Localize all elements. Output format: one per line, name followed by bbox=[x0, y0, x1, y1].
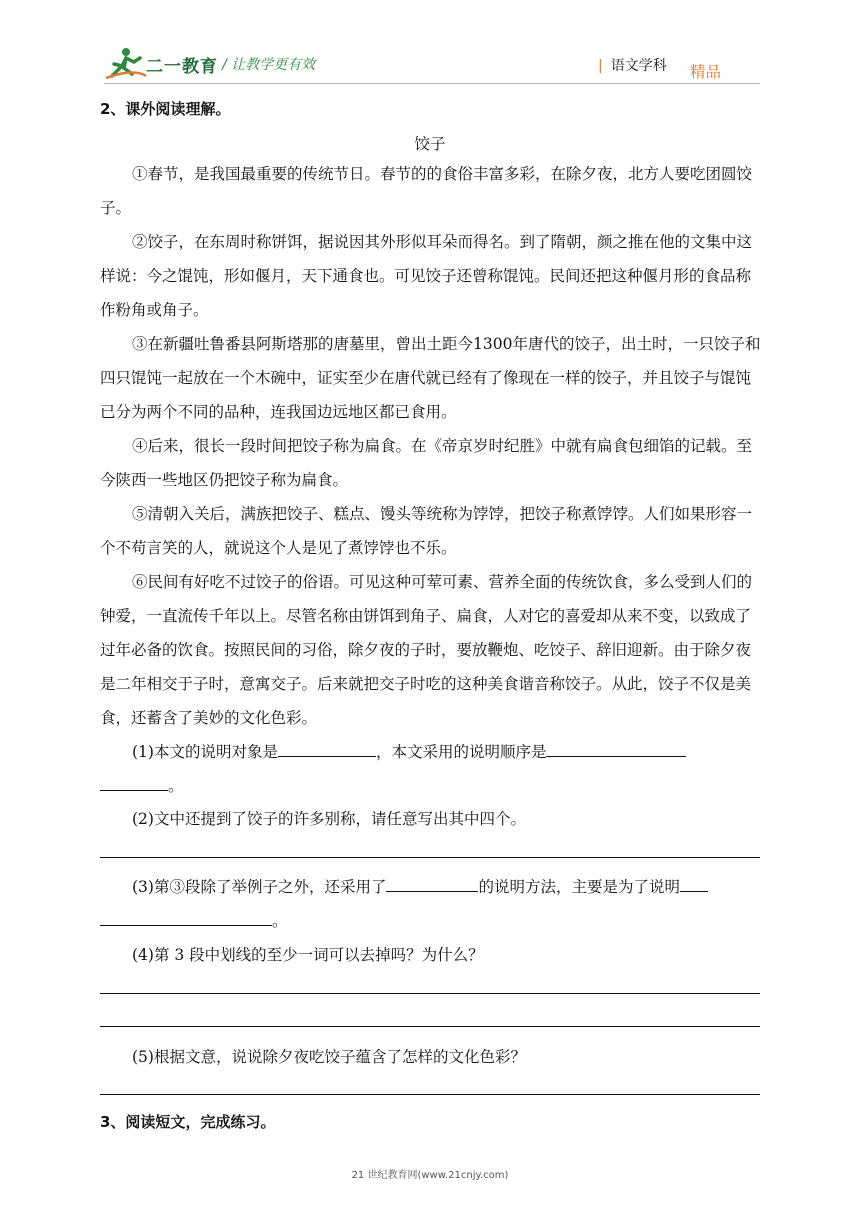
separator: | bbox=[598, 58, 603, 74]
answer-blank-5[interactable] bbox=[680, 873, 708, 892]
brand-label bbox=[590, 55, 722, 81]
answer-line-4b[interactable] bbox=[100, 1026, 760, 1027]
question-1-end: 。 bbox=[168, 777, 184, 795]
answer-blank-4[interactable] bbox=[386, 873, 478, 892]
paragraph-3: ③在新疆吐鲁番县阿斯塔那的唐墓里，曾出土距今1300年唐代的饺子，出土时，一只饺子和四只馄饨一起放在一个木碗中，证实至少在唐代就已经有了像现在一样的饺子，并且饺子与馄饨已分为两个不同的品种，连我国边远地区都已食用。 bbox=[100, 335, 761, 421]
paragraph-4: ④后来，很长一段时间把饺子称为扁食。在《帝京岁时纪胜》中就有扁食包细馅的记载。至今陕西一些地区仍把饺子称为扁食。 bbox=[100, 437, 753, 489]
question-1-text-b: ，本文采用的说明顺序是 bbox=[375, 743, 547, 761]
paragraph-2: ②饺子，在东周时称饼饵，据说因其外形似耳朵而得名。到了隋朝，颜之推在他的文集中这样说：今之馄饨，形如偃月，天下通食也。可见饺子还曾称馄饨。民间还把这种偃月形的食品称作粉角或角子。 bbox=[100, 233, 753, 319]
quality-label: 精品 bbox=[690, 63, 722, 81]
logo-text: 二一教育 bbox=[146, 57, 218, 77]
page-header bbox=[0, 0, 860, 90]
header-divider bbox=[104, 83, 760, 84]
subject-label: 语文学科 bbox=[610, 58, 667, 74]
question-1-text-a: (1)本文的说明对象是 bbox=[132, 743, 278, 761]
answer-blank-2[interactable] bbox=[546, 738, 686, 757]
question-3-end: 。 bbox=[272, 912, 288, 930]
question-3-text-b: 的说明方法，主要是为了说明 bbox=[478, 878, 680, 896]
question-3-text-a: (3)第③段除了举例子之外，还采用了 bbox=[132, 878, 387, 896]
question-1 bbox=[100, 735, 762, 769]
question-4: (4)第 3 段中划线的至少一词可以去掉吗？为什么？ bbox=[132, 946, 484, 964]
footer: 21 世纪教育网(www.21cnjy.com) bbox=[351, 1170, 509, 1181]
answer-line-5[interactable] bbox=[100, 1094, 760, 1095]
paragraph-1: ①春节，是我国最重要的传统节日。春节的的食俗丰富多彩，在除夕夜，北方人要吃团圆饺子。 bbox=[100, 165, 753, 217]
paragraph-6: ⑥民间有好吃不过饺子的俗语。可见这种可荤可素、营养全面的传统饮食，多么受到人们的钟爱，一直流传千年以上。尽管名称由饼饵到角子、扁食，人对它的喜爱却从来不变，以致成了过年必备的饮食。按照民间的习俗，除夕夜的子时，要放鞭炮、吃饺子、辞旧迎新。由于除夕夜是二年相交于子时，意寓交子。后来就把交子时吃的这种美食谐音称饺子。从此，饺子不仅是美食，还蓄含了美妙的文化色彩。 bbox=[100, 573, 753, 727]
answer-line-4a[interactable] bbox=[100, 993, 760, 994]
answer-blank-6[interactable] bbox=[100, 907, 272, 926]
question-2: (2)文中还提到了饺子的许多别称，请任意写出其中四个。 bbox=[132, 810, 526, 828]
question-1-cont bbox=[100, 769, 762, 803]
answer-blank-1[interactable] bbox=[278, 738, 376, 757]
slogan: / 让教学更有效 bbox=[222, 57, 316, 73]
section3-heading: 3、阅读短文，完成练习。 bbox=[100, 1113, 276, 1131]
question-3-cont bbox=[100, 904, 762, 938]
article-title: 饺子 bbox=[414, 135, 446, 153]
answer-line-2[interactable] bbox=[100, 857, 760, 858]
answer-blank-3[interactable] bbox=[100, 772, 168, 791]
question-3 bbox=[100, 870, 762, 904]
section2-heading: 2、课外阅读理解。 bbox=[100, 100, 231, 118]
paragraph-5: ⑤清朝入关后，满族把饺子、糕点、馒头等统称为饽饽，把饺子称煮饽饽。人们如果形容一个不苟言笑的人，就说这个人是见了煮饽饽也不乐。 bbox=[100, 505, 753, 557]
question-5: (5)根据文意，说说除夕夜吃饺子蕴含了怎样的文化色彩？ bbox=[132, 1048, 526, 1066]
